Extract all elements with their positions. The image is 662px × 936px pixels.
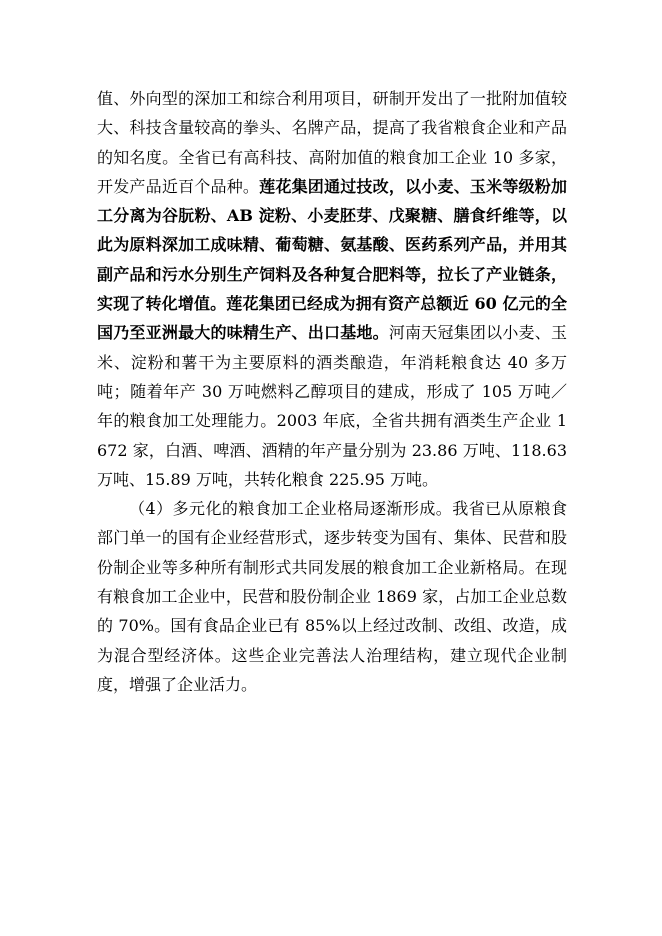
paragraph-text-segment: （4）多元化的粮食加工企业格局逐渐形成。我省已从原粮食部门单一的国有企业经营形式，逐步转变为国有、集体、民营和股份制企业等多种所有制形式共同发展的粮食加工企业新格局。在现有粮食加工企业中，民营和股份制企业 1869 家，占加工企业总数的 70%。国有食品企业已有 85%以上经过改制、改组、改造，成为混合型经济体。这些企业完善法人治理结构，建立现代企业制度，增强了企业活力。 [97, 499, 567, 694]
paragraph-bold-segment-lianhua-group: 莲花集团通过技改，以小麦、玉米等级粉加工分离为谷朊粉、AB 淀粉、小麦胚芽、戊聚糖、膳食纤维等，以此为原料深加工成味精、葡萄糖、氨基酸、医药系列产品，并用其副产品和污水分别生产饲料及各种复合肥料等，拉长了产业链条，实现了转化增值。莲花集团已经成为拥有资产总额近 60 亿元的全国乃至亚洲最大的味精生产、出口基地。 [97, 176, 567, 343]
paragraph-grain-processing-enterprises [97, 84, 567, 494]
document-page [97, 84, 567, 699]
paragraph-text-segment: 值、外向型的深加工和综合利用项目，研制开发出了一批附加值较大、科技含量较高的拳头、名牌产品，提高了我省粮食企业和产品的知名度。全省已有高科技、高附加值的粮食加工企业 10 多家，开发产品近百个品种。 [97, 89, 567, 196]
paragraph-diversified-enterprise-pattern [97, 494, 567, 699]
paragraph-text-segment-tianguan-group: 河南天冠集团以小麦、玉米、淀粉和薯干为主要原料的酒类酿造，年消耗粮食达 40 多万吨；随着年产 30 万吨燃料乙醇项目的建成，形成了 105 万吨／年的粮食加工处理能力。2003 年底，全省共拥有酒类生产企业 1672 家，白酒、啤酒、酒精的年产量分别为 23.86 万吨、118.63 万吨、15.89 万吨，共转化粮食 225.95 万吨。 [97, 323, 567, 489]
